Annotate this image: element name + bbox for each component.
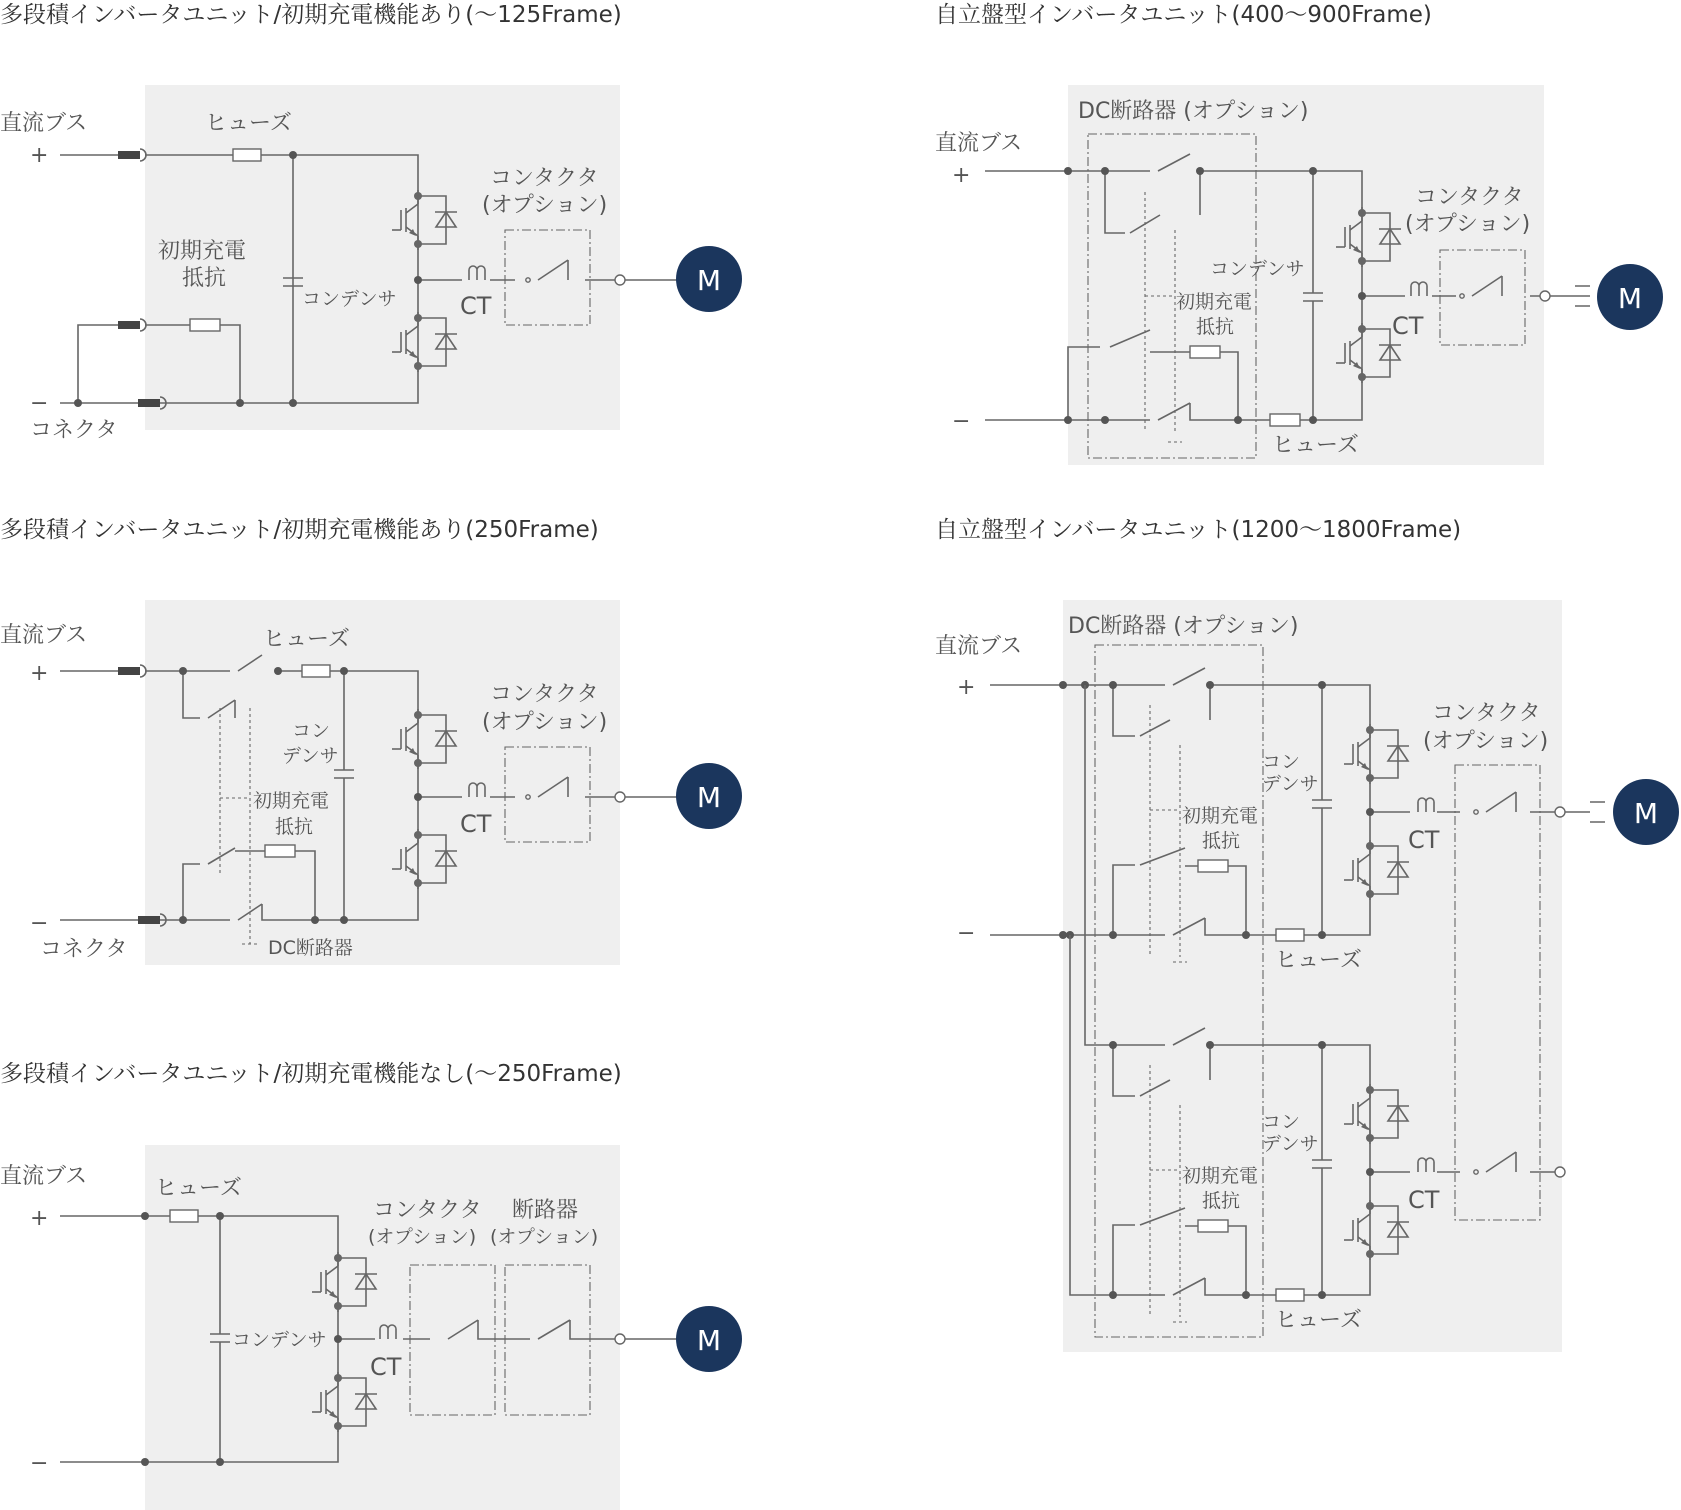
motor-label: M	[696, 1324, 722, 1357]
capacitor-label-2: デンサ	[1262, 773, 1319, 795]
dc-breaker-label: DC断路器	[268, 937, 353, 959]
motor-label: M	[1633, 797, 1659, 830]
option-label: (オプション)	[482, 710, 608, 735]
ct-label: CT	[370, 1353, 402, 1381]
motor-label: M	[1617, 282, 1643, 315]
option-label: (オプション)	[482, 193, 608, 218]
resistor-icon	[1198, 1220, 1228, 1232]
plus-label: +	[957, 675, 976, 700]
precharge-label-2: 抵抗	[182, 266, 227, 291]
contactor-label: コンタクタ	[490, 682, 599, 707]
precharge-label: 初期充電	[1176, 291, 1253, 313]
plus-label: +	[30, 661, 49, 686]
contactor-label: コンタクタ	[490, 166, 599, 191]
capacitor-label-2: デンサ	[1262, 1133, 1319, 1155]
option-label: (オプション)	[1423, 729, 1549, 754]
fuse-label: ヒューズ	[1275, 948, 1362, 973]
dc-bus-label: 直流ブス	[935, 131, 1023, 156]
precharge-label-2: 抵抗	[275, 816, 314, 838]
resistor-icon	[265, 845, 295, 857]
ct-label: CT	[460, 810, 492, 838]
plus-label: +	[30, 1206, 49, 1231]
fuse-label: ヒューズ	[1272, 433, 1359, 458]
fuse-icon	[170, 1210, 198, 1222]
diagram-2	[0, 517, 742, 965]
ct-label: CT	[460, 292, 492, 320]
fuse-icon	[1270, 414, 1300, 426]
dc-breaker-option-label: DC断路器 (オプション)	[1078, 99, 1309, 124]
fuse-label: ヒューズ	[155, 1176, 242, 1201]
minus-label: −	[957, 921, 976, 946]
fuse-icon	[233, 149, 261, 161]
connector-label: コネクタ	[30, 418, 118, 443]
capacitor-label-2: デンサ	[282, 745, 339, 767]
resistor-icon	[190, 319, 220, 331]
capacitor-label: コンデンサ	[232, 1329, 327, 1351]
plus-label: +	[952, 163, 971, 188]
connector-icon	[118, 667, 140, 675]
diagram-5-title: 自立盤型インバータユニット(1200〜1800Frame)	[935, 517, 1462, 543]
precharge-label: 初期充電	[253, 790, 330, 812]
fuse-icon	[1276, 929, 1304, 941]
motor-label: M	[696, 264, 722, 297]
fuse-label: ヒューズ	[263, 627, 350, 652]
precharge-label-2: 抵抗	[1202, 1190, 1241, 1212]
dc-bus-label: 直流ブス	[0, 623, 88, 648]
diagram-3-title: 多段積インバータユニット/初期充電機能なし(〜250Frame)	[0, 1061, 622, 1087]
fuse-icon	[302, 665, 330, 677]
capacitor-label-1: コン	[1262, 751, 1301, 773]
minus-label: −	[952, 409, 971, 434]
dc-breaker-option-label: DC断路器 (オプション)	[1068, 614, 1299, 639]
minus-label: −	[30, 1451, 49, 1476]
diagram-2-title: 多段積インバータユニット/初期充電機能あり(250Frame)	[0, 517, 599, 543]
contactor-label: コンタクタ	[373, 1198, 482, 1223]
connector-icon	[138, 399, 160, 407]
unit-panel	[145, 600, 620, 965]
resistor-icon	[1198, 860, 1228, 872]
option-label: (オプション)	[368, 1226, 477, 1248]
diagram-3	[0, 1061, 742, 1510]
capacitor-label-1: コン	[1262, 1111, 1301, 1133]
dc-bus-label: 直流ブス	[935, 634, 1023, 659]
resistor-icon	[1190, 346, 1220, 358]
connector-icon	[118, 151, 140, 159]
connector-icon	[118, 321, 140, 329]
capacitor-label: コンデンサ	[302, 288, 397, 310]
option-label: (オプション)	[1405, 212, 1531, 237]
dc-bus-label: 直流ブス	[0, 111, 88, 136]
fuse-icon	[1276, 1289, 1304, 1301]
contactor-label: コンタクタ	[1415, 185, 1524, 210]
connector-icon	[138, 916, 160, 924]
precharge-label-2: 抵抗	[1202, 830, 1241, 852]
minus-label: −	[30, 911, 49, 936]
ct-label: CT	[1408, 826, 1440, 854]
ct-label: CT	[1392, 312, 1424, 340]
diagram-4-title: 自立盤型インバータユニット(400〜900Frame)	[935, 2, 1432, 28]
diagram-5	[935, 517, 1679, 1352]
precharge-label: 初期充電	[1182, 805, 1259, 827]
precharge-label: 初期充電	[1182, 1165, 1259, 1187]
precharge-label-2: 抵抗	[1196, 316, 1235, 338]
capacitor-label: コンデンサ	[1210, 258, 1305, 280]
diagram-1	[0, 2, 742, 443]
ct-label: CT	[1408, 1186, 1440, 1214]
connector-label: コネクタ	[40, 937, 128, 962]
precharge-label: 初期充電	[158, 239, 247, 264]
plus-label: +	[30, 143, 49, 168]
fuse-label: ヒューズ	[1275, 1308, 1362, 1333]
fuse-label: ヒューズ	[205, 111, 292, 136]
breaker-option-label: (オプション)	[490, 1226, 599, 1248]
diagram-1-title: 多段積インバータユニット/初期充電機能あり(〜125Frame)	[0, 2, 622, 28]
motor-label: M	[696, 781, 722, 814]
breaker-label: 断路器	[512, 1198, 579, 1223]
diagram-4	[935, 2, 1663, 465]
unit-panel	[1068, 85, 1544, 465]
minus-label: −	[30, 391, 49, 416]
contactor-label: コンタクタ	[1432, 701, 1541, 726]
capacitor-label-1: コン	[292, 720, 331, 742]
dc-bus-label: 直流ブス	[0, 1164, 88, 1189]
